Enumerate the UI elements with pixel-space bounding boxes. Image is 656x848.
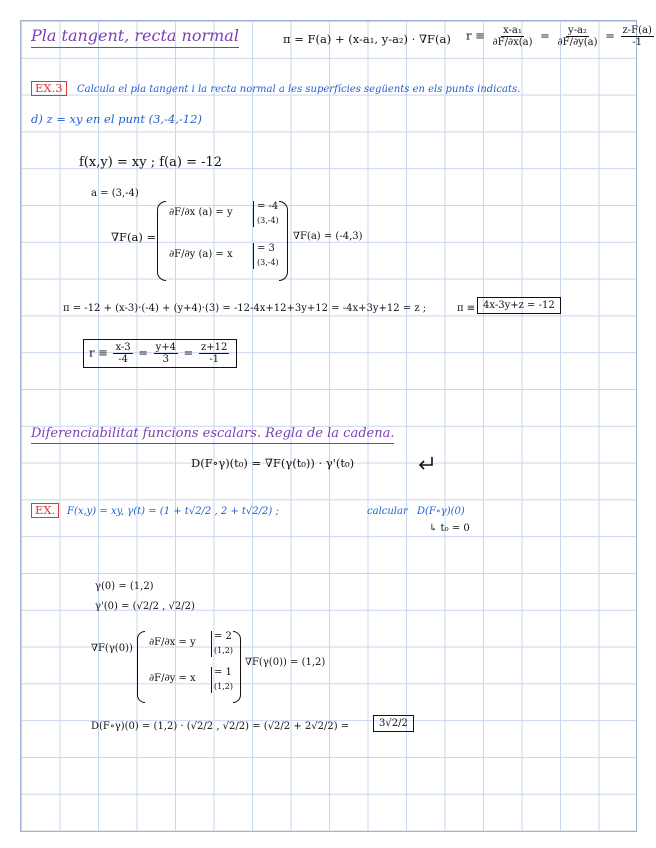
fraction-denominator: -1 <box>209 354 220 365</box>
return-arrow-icon <box>417 455 435 471</box>
t0-note: ↳ t₀ = 0 <box>429 523 470 534</box>
fraction-numerator: x-a₁ <box>503 25 522 36</box>
fraction-denominator: ∂F/∂y(a) <box>557 37 598 48</box>
exercise-statement: F(x,y) = xy, γ(t) = (1 + t√2/2 , 2 + t√2/2) ; <box>67 506 279 517</box>
notebook-page <box>20 20 652 832</box>
final-result: 3√2/2 <box>373 715 414 732</box>
plane-label: π ≡ <box>457 303 476 314</box>
equals-sign: = <box>138 345 148 360</box>
tangent-plane-formula: π = F(a) + (x-a₁, y-a₂) · ∇F(a) <box>283 32 451 46</box>
fraction <box>490 25 534 48</box>
exercise-part: d) z = xy en el punt (3,-4,-12) <box>31 112 202 126</box>
fraction <box>113 342 132 365</box>
fraction-numerator: x-3 <box>115 342 131 353</box>
exercise-statement: Calcula el pla tangent i la recta normal a les superfícies següents en els punts indicats. <box>77 84 521 95</box>
calculate-word: calcular <box>367 506 408 517</box>
evaluation-bar <box>211 667 212 693</box>
fraction-numerator: z+12 <box>200 342 228 353</box>
partial-x: ∂F/∂x (a) = y <box>169 207 233 218</box>
r-label: r ≡ <box>466 28 485 43</box>
fraction-denominator: 3 <box>162 354 169 365</box>
partial-y-value: = 1 <box>214 667 232 678</box>
chain-rule-formula: D(F∘γ)(t₀) = ∇F(γ(t₀)) · γ'(t₀) <box>191 456 355 470</box>
page-title: Pla tangent, recta normal <box>31 27 239 48</box>
partial-y-point: (3,-4) <box>257 258 279 267</box>
partial-x-point: (3,-4) <box>257 216 279 225</box>
evaluation-bar <box>253 201 254 227</box>
r-label: r ≡ <box>89 345 108 360</box>
calculate-target: D(F∘γ)(0) <box>417 506 465 517</box>
normal-line-result <box>83 339 237 368</box>
section-title: Diferenciabilitat funcions escalars. Regla de la cadena. <box>31 427 394 444</box>
equals-sign: = <box>605 28 615 43</box>
normal-line-formula <box>466 25 656 48</box>
gradient-result: ∇F(a) = (-4,3) <box>293 231 363 242</box>
fraction <box>154 342 178 365</box>
exercise-tag: EX.3 <box>31 81 67 96</box>
fraction-numerator: y+4 <box>155 342 177 353</box>
fraction <box>555 25 599 48</box>
left-brace <box>157 201 166 281</box>
fraction-denominator: -1 <box>632 37 643 48</box>
partial-x: ∂F/∂x = y <box>149 637 196 648</box>
partial-x-point: (1,2) <box>214 646 233 655</box>
fraction-numerator: z-F(a) <box>622 25 652 36</box>
gradient-label: ∇F(a) = <box>111 230 157 244</box>
gradient-result: ∇F(γ(0)) = (1,2) <box>245 657 326 668</box>
right-brace <box>233 631 241 703</box>
partial-x-value: = 2 <box>214 631 232 642</box>
point-a: a = (3,-4) <box>91 188 139 199</box>
partial-y-point: (1,2) <box>214 682 233 691</box>
plane-result: 4x-3y+z = -12 <box>477 297 561 314</box>
right-brace <box>279 201 288 281</box>
equals-sign: = <box>183 345 194 360</box>
partial-y-value: = 3 <box>257 243 275 254</box>
evaluation-bar <box>211 631 212 657</box>
partial-y: ∂F/∂y (a) = x <box>169 249 233 260</box>
exercise-tag: EX. <box>31 503 59 518</box>
fraction <box>199 342 229 365</box>
equals-sign: = <box>540 28 550 43</box>
chain-rule-result: D(F∘γ)(0) = (1,2) · (√2/2 , √2/2) = (√2/2 + 2√2/2) = <box>91 721 350 732</box>
gamma-at-zero: γ(0) = (1,2) <box>95 581 154 592</box>
gradient-label: ∇F(γ(0)) <box>91 643 133 654</box>
partial-y: ∂F/∂y = x <box>149 673 196 684</box>
fraction-denominator: ∂F/∂x(a) <box>492 37 533 48</box>
evaluation-bar <box>253 243 254 269</box>
fraction <box>621 25 654 48</box>
partial-x-value: = -4 <box>257 201 279 212</box>
fraction-numerator: y-a₂ <box>568 25 587 36</box>
plane-expansion: π = -12 + (x-3)·(-4) + (y+4)·(3) = -12-4x+12+3y+12 = -4x+3y+12 = z ; <box>63 303 427 314</box>
left-brace <box>137 631 145 703</box>
function-definition: f(x,y) = xy ; f(a) = -12 <box>79 155 223 170</box>
fraction-denominator: -4 <box>118 354 128 365</box>
gamma-prime-at-zero: γ'(0) = (√2/2 , √2/2) <box>95 601 195 612</box>
